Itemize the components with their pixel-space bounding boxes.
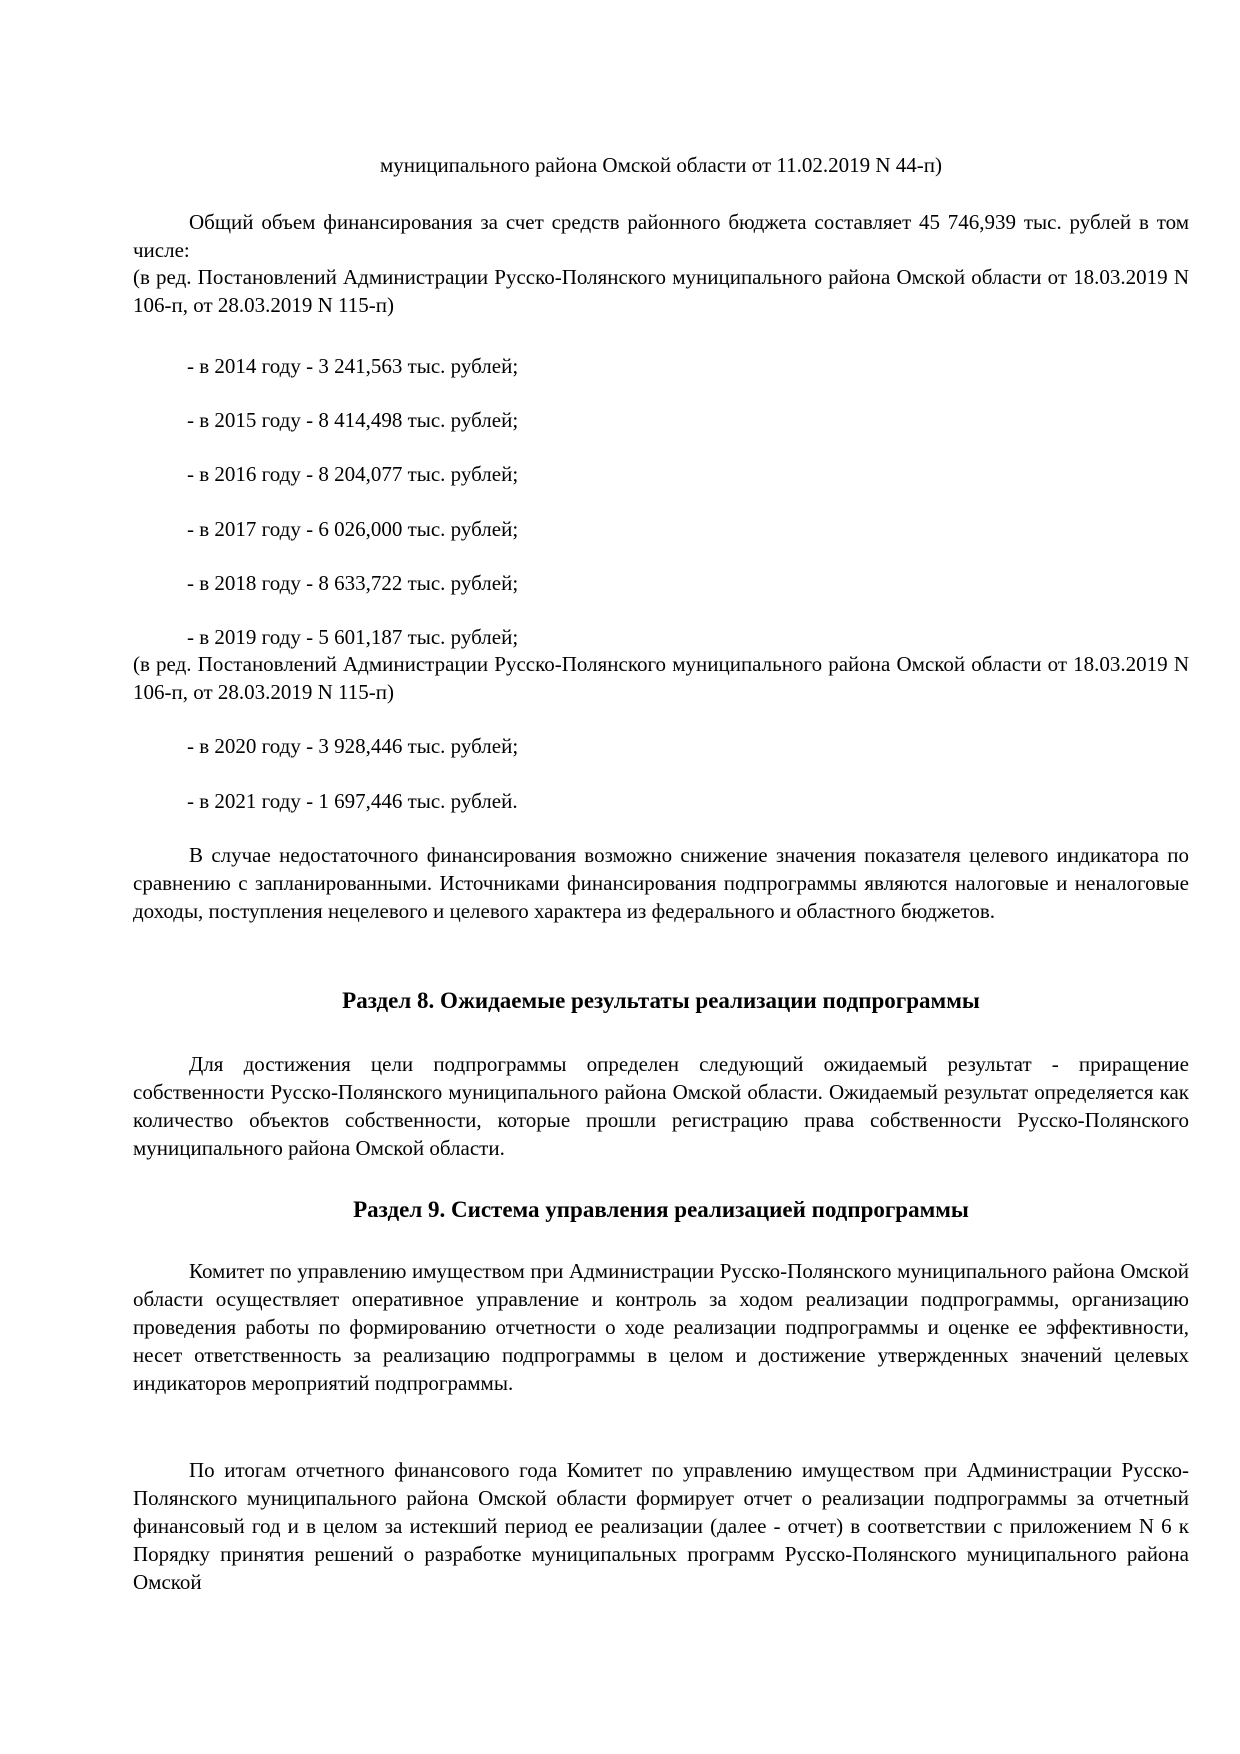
- funding-year-item: - в 2018 году - 8 633,722 тыс. рублей;: [187, 571, 519, 595]
- funding-year-item: - в 2017 году - 6 026,000 тыс. рублей;: [187, 517, 519, 541]
- funding-year-item: - в 2016 году - 8 204,077 тыс. рублей;: [187, 462, 519, 486]
- amendment-note: (в ред. Постановлений Администрации Русско-Полянского муниципального района Омской области от 18.03.2019 N 106-п, от 28.03.2019 N 115-п): [133, 265, 1189, 317]
- header-line: муниципального района Омской области от 11.02.2019 N 44-п): [379, 153, 943, 177]
- funding-year-item: - в 2014 году - 3 241,563 тыс. рублей;: [187, 354, 519, 378]
- section-9-paragraph-1: Комитет по управлению имуществом при Администрации Русско-Полянского муниципального района Омской области осуществляет оперативное управление и контроль за ходом реализации подпрограммы, организацию проведения работы по формированию отчетности о ходе реализации подпрограммы и оценке ее эффективности, несет ответственность за реализацию подпрограммы в целом и достижение утвержденных значений целевых индикаторов мероприятий подпрограммы.: [133, 1259, 1189, 1395]
- section-8-heading: Раздел 8. Ожидаемые результаты реализации подпрограммы: [342, 988, 980, 1013]
- funding-year-item: - в 2015 году - 8 414,498 тыс. рублей;: [187, 408, 519, 432]
- funding-sources-paragraph: В случае недостаточного финансирования возможно снижение значения показателя целевого индикатора по сравнению с запланированными. Источниками финансирования подпрограммы являются налоговые и неналоговые доходы, поступления нецелевого и целевого характера из федерального и областного бюджетов.: [133, 843, 1189, 923]
- section-9-paragraph-2: По итогам отчетного финансового года Комитет по управлению имуществом при Администрации Русско-Полянского муниципального района Омской области формирует отчет о реализации подпрограммы за отчетный финансовый год и в целом за истекший период ее реализации (далее - отчет) в соответствии с приложением N 6 к Порядку принятия решений о разработке муниципальных программ Русско-Полянского муниципального района Омской: [133, 1458, 1189, 1594]
- funding-year-item: - в 2019 году - 5 601,187 тыс. рублей;: [187, 625, 519, 649]
- funding-year-item: - в 2021 году - 1 697,446 тыс. рублей.: [187, 789, 518, 813]
- funding-total-paragraph: Общий объем финансирования за счет средств районного бюджета составляет 45 746,939 тыс. рублей в том числе:: [133, 210, 1189, 262]
- section-9-heading: Раздел 9. Система управления реализацией подпрограммы: [353, 1197, 969, 1222]
- amendment-note: (в ред. Постановлений Администрации Русско-Полянского муниципального района Омской области от 18.03.2019 N 106-п, от 28.03.2019 N 115-п): [133, 652, 1189, 704]
- section-8-paragraph: Для достижения цели подпрограммы определен следующий ожидаемый результат - приращение собственности Русско-Полянского муниципального района Омской области. Ожидаемый результат определяется как количество объектов собственности, которые прошли регистрацию права собственности Русско-Полянского муниципального района Омской области.: [133, 1052, 1189, 1160]
- funding-year-item: - в 2020 году - 3 928,446 тыс. рублей;: [187, 734, 519, 758]
